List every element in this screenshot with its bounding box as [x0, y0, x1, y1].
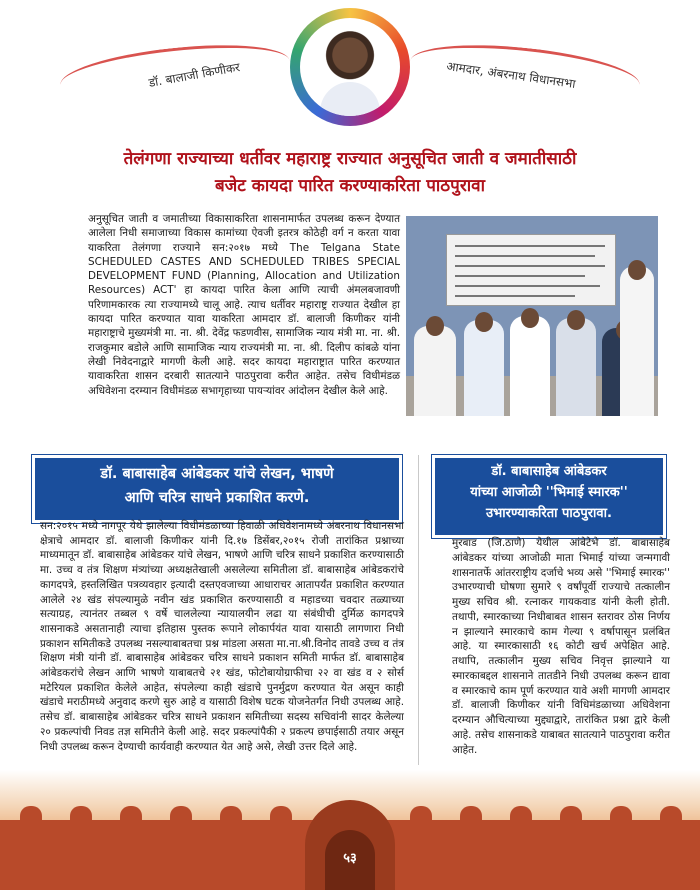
fort-footer-decoration [0, 770, 700, 890]
left-heading-line-1: डॉ. बाबासाहेब आंबेडकर यांचे लेखन, भाषणे [100, 466, 334, 482]
page-number: ५३ [343, 851, 357, 866]
protest-banner [446, 234, 616, 306]
column-divider [418, 455, 419, 765]
left-heading-line-2: आणि चरित्र साधने प्रकाशित करणे. [124, 490, 310, 506]
headline-line-1: तेलंगणा राज्याच्या धर्तीवर महाराष्ट्र राज्यात अनुसूचित जाती व जमातीसाठी [123, 149, 577, 169]
fort-gate [305, 800, 395, 890]
page-headline [40, 146, 660, 200]
left-article-text: सन:२०१५ मध्ये नागपूर येथे झालेल्या विधीमंडळाच्या हिवाळी अधिवेशनामध्ये अंबरनाथ विधानसभा क्षेत्राचे आमदार डॉ. बालाजी किणीकर यांनी दि.१७ डिसेंबर,२०१५ रोजी तारांकित प्रश्नाच्या माध्यमातून डॉ. बाबासाहेब आंबेडकर यांचे लेखन, भाषणे आणि चरित्र साधने प्रकाशित करण्यासाठी मा. उच्च व तंत्र शिक्षण मंत्र्यांच्या अध्यक्षतेखाली असलेल्या समितीला डॉ. बाबासाहेब आंबेडकरांचे कागदपत्रे, हस्तलिखित पत्रव्यवहार इत्यादी दस्तएवजाच्या आधाराचर आतापर्यंत प्रकाशित करण्यात आलेले २४ खंड संपल्यामुळे नवीन खंड प्रकाशित करण्यासाठी व महाडच्या चवदार तळ्याच्या सत्याग्रह, त्यानंतर तब्बल ९ वर्षे चाललेल्या न्यायालयीन लढा या संबंधीची दुर्मिळ कागदपत्रे शासनाकडे असतानाही त्याचा इतिहास पुस्तक रूपाने लोकार्पयंत यावा यासाठी लागणारा निधी प्रकाशन समितीकडे उपलब्ध नसल्याबाबतचा प्रश्न मांडला असता मा.ना.श्री.विनोद तावडे उच्च व तंत्र शिक्षण मंत्री यांनी डॉ. बाबासाहेब आंबेडकर चरित्र साधने प्रकाशन समिती मार्फत डॉ. बाबासाहेब आंबेडकरांचे लेखन आणि भाषणे याबाबतचे २१ खंड, फोटोबायोग्राफीचा २२ वा खंड व २ सोर्स मटेरियल प्रकाशित केलेले आहेत, संपलेल्या काही खंडाचे पुनर्मुद्रण करण्यात येत असून काही खंडाचे मराठीमध्ये अनुवाद करणे सुरु आहे व यासाठी विशेष घटक योजनेतर्गत निधी उपलब्ध आहे. तसेच डॉ. बाबासाहेब आंबेडकर चरित्र साधने प्रकाशन समितीच्या सदस्य सचिवांनी सादर केलेल्या २० प्रकल्पांची निवड तज्ञ समितीने केली आहे. सदर प्रकल्पांपैकी २ प्रकल्प छपाईसाठी तयार असून निधी उपलब्ध करून देण्याची कार्यवाही करण्यात येत आहे असे, लेखी उत्तर दिले आहे. [40, 520, 404, 753]
right-section-heading [432, 455, 666, 538]
protest-photo [406, 216, 658, 416]
portrait-frame [290, 8, 410, 126]
mla-name: डॉ. बालाजी किणीकर [147, 60, 242, 90]
headline-line-2: बजेट कायदा पारित करण्याकरिता पाठपुरावा [214, 176, 486, 196]
right-heading-line-3: उभारण्याकरिता पाठपुरावा. [486, 506, 612, 521]
right-heading-line-2: यांच्या आजोळी ''भिमाई स्मारक'' [470, 485, 628, 500]
page-header [0, 0, 700, 140]
right-heading-line-1: डॉ. बाबासाहेब आंबेडकर [491, 464, 607, 479]
mla-designation: आमदार, अंबरनाथ विधानसभा [445, 59, 577, 91]
right-article-text: मुरबाड (जि.ठाणे) येथील आंबेटेभे डॉ. बाबासाहेब आंबेडकर यांच्या आजोळी माता भिमाई यांच्या जन्मगावी शासनातर्फे आंतरराष्ट्रीय दर्जाचे भव्य असे ''भिमाई स्मारक'' उभारण्याची घोषणा सुमारे ९ वर्षांपूर्वी राज्याचे तत्कालीन मुख्य सचिव श्री. रत्नाकर गायकवाड यांनी केली होती. तथापी, स्मारकाच्या निधीबाबत शासन स्तरावर ठोस निर्णय न झाल्याने स्मारकाचे काम गेल्या ९ वर्षापासून प्रलंबित आहे. या स्मारकासाठी १६ कोटी खर्च अपेक्षित आहे. तथापि, तत्कालीन मुख्य सचिव निवृत्त झाल्याने या स्मारकाबद्दल शासनाने तातडीने निधी उपलब्ध करून द्यावा व स्मारकाचे काम पूर्ण करण्यात यावे अशी मागणी आमदार डॉ. बालाजी किणीकर यांनी विधिमंडळाच्या अधिवेशना दरम्यान औचित्याच्या मुद्द्याद्वारे, तारांकित प्रश्ना द्वारे केली आहे. तसेच शासनाकडे याबाबत सातत्याने पाठपुरावा करीत आहेत. [452, 537, 670, 756]
left-section-heading [32, 455, 402, 523]
portrait-photo [300, 18, 400, 116]
top-article-text: अनुसूचित जाती व जमातीच्या विकासाकरिता शासनामार्फत उपलब्ध करून देण्यात आलेला निधी समाजाच्या विकास कामांच्या ऐवजी इतरत्र कोठेही वर्ग न करता यावा याकरिता तेलंगणा राज्याने सन:२०१७ मध्ये The Telgana State SCHEDULED CASTES AND SCHEDULED TRIBES SPECIAL DEVELOPMENT FUND (Planning, Allocation and Utilization Resources) ACT' हा कायदा पारित केला आणि त्याची अंमलबजावणी परिणामकारक त्या राज्यामध्ये चालू आहे. त्याच धर्तीवर महाराष्ट्र राज्यात देखील हा कायदा पारित करण्यात यावा याकरिता आमदार डॉ. बालाजी किणीकर यांनी महाराष्ट्राचे मुख्यमंत्री मा. ना. श्री. देवेंद्र फडणवीस, सामाजिक न्याय मंत्री मा. ना. श्री. राजकुमार बडोले आणि सामाजिक न्याय राज्यमंत्री मा. ना. श्री. दिलीप कांबळे यांना लेखी निवेदनाद्वारे मागणी केली आहे. सदर कायदा महाराष्ट्रात पारित करण्यात यावाकरिता शासन दरबारी सातत्याने पाठपुरावा करीत आहेत. तसेच विधीमंडळ अधिवेशना दरम्यान विधीमंडळ सभागृहाच्या पायऱ्यांवर आंदोलन देखील केले आहे. [88, 213, 400, 397]
